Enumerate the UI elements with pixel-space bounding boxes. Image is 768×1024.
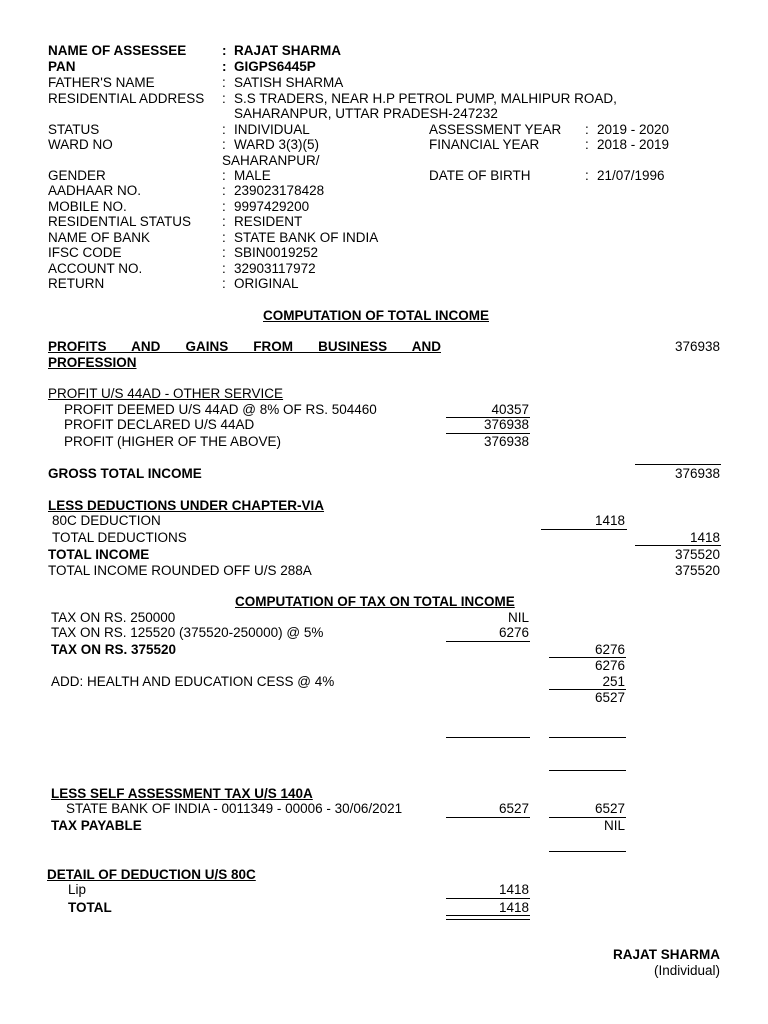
deduction-80c-label: 80C DEDUCTION [52, 513, 161, 528]
value-ifsc: SBIN0019252 [234, 245, 319, 260]
value-name-of-bank: STATE BANK OF INDIA [234, 230, 379, 245]
colon: : [222, 214, 226, 229]
value-name-of-assessee: RAJAT SHARMA [234, 43, 341, 58]
label-gender: GENDER [48, 168, 106, 183]
tax-slab2-label: TAX ON RS. 125520 (375520-250000) @ 5% [51, 625, 324, 640]
gross-total-income-label: GROSS TOTAL INCOME [48, 466, 202, 481]
section-title-tax: COMPUTATION OF TAX ON TOTAL INCOME [235, 594, 515, 609]
pgbp-heading-line2: PROFESSION [48, 355, 137, 370]
label-ifsc: IFSC CODE [48, 245, 122, 260]
tax-slab1-amount: NIL [507, 610, 529, 625]
self-assessment-amount: 6527 [498, 801, 529, 816]
colon: : [222, 183, 226, 198]
profit-declared-label: PROFIT DECLARED U/S 44AD [64, 417, 255, 432]
self-assessment-total: 6527 [594, 801, 625, 816]
value-pan: GIGPS6445P [234, 59, 316, 74]
rule [549, 770, 626, 771]
tax-payable-label: TAX PAYABLE [51, 818, 142, 833]
label-residential-address: RESIDENTIAL ADDRESS [48, 91, 205, 106]
signatory-name: RAJAT SHARMA [613, 947, 720, 962]
colon: : [585, 122, 589, 137]
colon: : [222, 168, 226, 183]
rounded-income-amount: 375520 [674, 563, 720, 578]
label-status: STATUS [48, 122, 100, 137]
profit-higher-amount: 376938 [483, 434, 529, 449]
label-mobile: MOBILE NO. [48, 199, 127, 214]
label-date-of-birth: DATE OF BIRTH [429, 168, 531, 183]
self-assessment-label: STATE BANK OF INDIA - 0011349 - 00006 - 30/06/2021 [66, 801, 403, 816]
double-rule [446, 915, 530, 920]
value-assessment-year: 2019 - 2020 [597, 122, 670, 137]
value-fathers-name: SATISH SHARMA [234, 75, 344, 90]
colon: : [222, 261, 226, 276]
rule [446, 641, 530, 642]
rule [549, 851, 626, 852]
value-status: INDIVIDUAL [234, 122, 310, 137]
profit-deemed-amount: 40357 [491, 402, 529, 417]
deduction-80c-total-label: TOTAL [68, 900, 112, 915]
value-address-line2: SAHARANPUR, UTTAR PRADESH-247232 [234, 106, 498, 121]
profit-declared-amount: 376938 [483, 417, 529, 432]
label-fathers-name: FATHER'S NAME [48, 75, 155, 90]
value-residential-status: RESIDENT [234, 214, 303, 229]
tax-on-income-amount: 6276 [594, 642, 625, 657]
cess-amount: 251 [602, 674, 625, 689]
total-deductions-amount: 1418 [689, 530, 720, 545]
colon: : [222, 59, 227, 74]
gross-total-income-amount: 376938 [674, 466, 720, 481]
colon: : [222, 276, 226, 291]
value-address-line1: S.S TRADERS, NEAR H.P PETROL PUMP, MALHIPUR ROAD, [234, 91, 617, 106]
colon: : [222, 199, 226, 214]
value-ward-no: WARD 3(3)(5) [234, 137, 320, 152]
label-name-of-bank: NAME OF BANK [48, 230, 151, 245]
label-assessment-year: ASSESSMENT YEAR [429, 122, 562, 137]
rule [446, 817, 530, 818]
colon: : [222, 43, 227, 58]
pgbp-heading-line1: PROFITS AND GAINS FROM BUSINESS AND [48, 339, 441, 354]
rule [446, 737, 530, 738]
deduction-80c-item-amount: 1418 [498, 882, 529, 897]
label-aadhaar: AADHAAR NO. [48, 183, 142, 198]
rule [549, 737, 626, 738]
profit-deemed-label: PROFIT DEEMED U/S 44AD @ 8% OF RS. 504460 [64, 402, 377, 417]
total-tax-amount: 6527 [594, 690, 625, 705]
value-date-of-birth: 21/07/1996 [597, 168, 665, 183]
rule [635, 464, 721, 465]
value-financial-year: 2018 - 2019 [597, 137, 670, 152]
value-ward-city: SAHARANPUR/ [222, 153, 320, 168]
deduction-80c-total-amount: 1418 [498, 900, 529, 915]
label-name-of-assessee: NAME OF ASSESSEE [48, 43, 187, 58]
value-gender: MALE [234, 168, 271, 183]
total-income-label: TOTAL INCOME [48, 547, 150, 562]
cess-label: ADD: HEALTH AND EDUCATION CESS @ 4% [51, 674, 335, 689]
label-financial-year: FINANCIAL YEAR [429, 137, 540, 152]
value-return: ORIGINAL [234, 276, 299, 291]
colon: : [222, 122, 226, 137]
colon: : [222, 230, 226, 245]
deduction-80c-amount: 1418 [594, 513, 625, 528]
rule [446, 898, 530, 899]
profit-higher-label: PROFIT (HIGHER OF THE ABOVE) [64, 434, 282, 449]
value-mobile: 9997429200 [234, 199, 310, 214]
deductions-heading: LESS DEDUCTIONS UNDER CHAPTER-VIA [48, 498, 325, 513]
total-income-amount: 375520 [674, 547, 720, 562]
section-title-total-income: COMPUTATION OF TOTAL INCOME [263, 308, 489, 323]
colon: : [585, 137, 589, 152]
label-account-no: ACCOUNT NO. [48, 261, 143, 276]
value-account-no: 32903117972 [234, 261, 316, 276]
rule [635, 545, 721, 546]
signatory-status: (Individual) [653, 963, 720, 978]
colon: : [222, 245, 226, 260]
pgbp-amount: 376938 [674, 339, 720, 354]
rounded-income-label: TOTAL INCOME ROUNDED OFF U/S 288A [48, 563, 312, 578]
label-residential-status: RESIDENTIAL STATUS [48, 214, 192, 229]
tax-payable-amount: NIL [603, 818, 625, 833]
label-return: RETURN [48, 276, 105, 291]
tax-slab2-amount: 6276 [498, 625, 529, 640]
colon: : [222, 75, 226, 90]
tax-subtotal-amount: 6276 [594, 658, 625, 673]
rule [541, 529, 627, 530]
deduction-80c-heading: DETAIL OF DEDUCTION U/S 80C [47, 867, 256, 882]
label-ward-no: WARD NO [48, 137, 113, 152]
tax-on-income-label: TAX ON RS. 375520 [51, 642, 177, 657]
total-deductions-label: TOTAL DEDUCTIONS [52, 530, 187, 545]
tax-slab1-label: TAX ON RS. 250000 [51, 610, 176, 625]
label-pan: PAN [48, 59, 76, 74]
self-assessment-heading: LESS SELF ASSESSMENT TAX U/S 140A [51, 786, 313, 801]
profit-44ad-subheading: PROFIT U/S 44AD - OTHER SERVICE [48, 386, 284, 401]
colon: : [222, 137, 226, 152]
deduction-80c-item-label: Lip [68, 882, 87, 897]
colon: : [585, 168, 589, 183]
colon: : [222, 91, 226, 106]
value-aadhaar: 239023178428 [234, 183, 325, 198]
